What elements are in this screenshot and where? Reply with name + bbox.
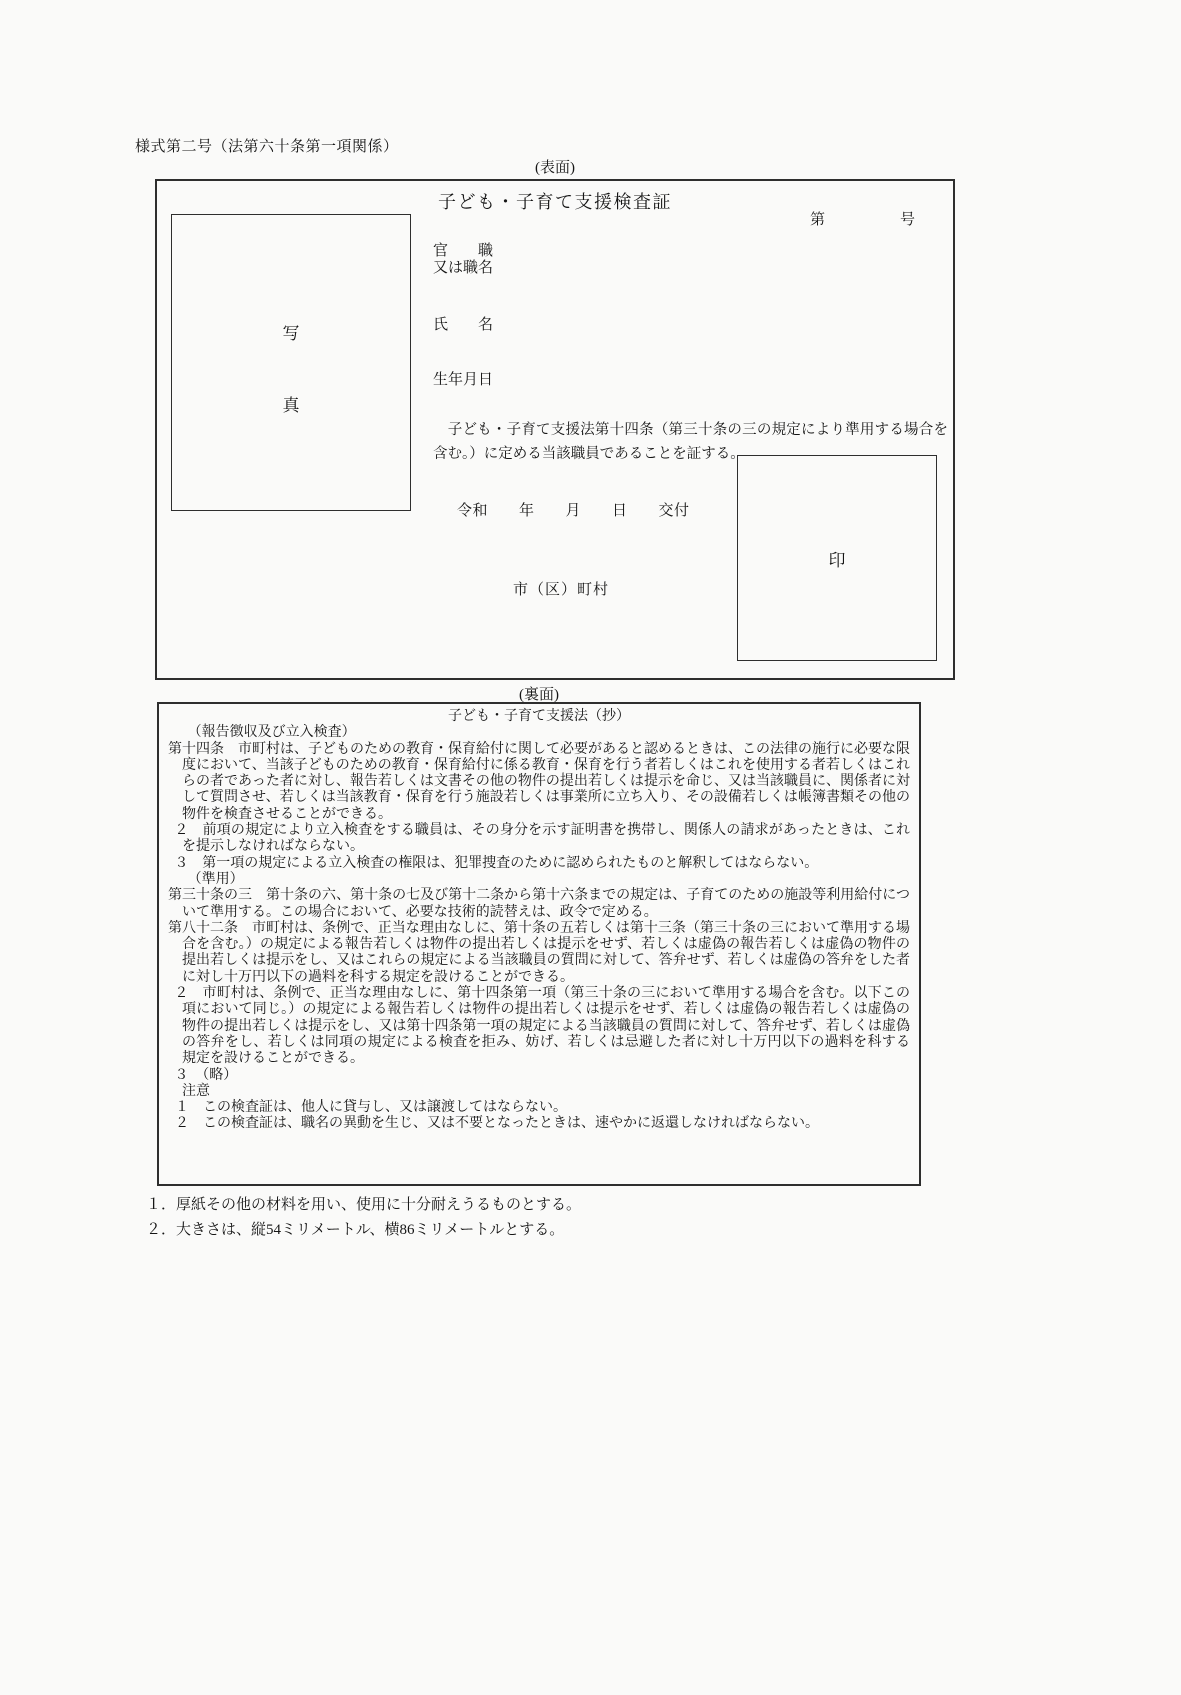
back-side-label: (裏面) [519, 687, 559, 703]
certificate-front-card [155, 179, 955, 680]
front-side-label: (表面) [535, 160, 575, 176]
law-paragraph: 第三十条の三 第十条の六、第十条の七及び第十二条から第十六条までの規定は、子育てのための施設等利用給付について準用する。この場合において、必要な技術的読替えは、政令で定める。 [168, 888, 910, 920]
seal-placeholder-box [737, 455, 937, 661]
issue-date-line: 令和 年 月 日 交付 [457, 503, 690, 519]
law-paragraph: 第八十二条 市町村は、条例で、正当な理由なしに、第十条の五若しくは第十三条（第三十条の三において準用する場合を含む。）の規定による報告若しくは物件の提出若しくは提示をせず、若しくは虚偽の報告若しくは虚偽の物件の提出若しくは提示をし、又はこれらの規定による当該職員の質問に対して、答弁せず、若しくは虚偽の答弁をした者に対し十万円以下の過料を科する規定を設けることができる。 [168, 920, 910, 985]
law-paragraph: ２ 市町村は、条例で、正当な理由なしに、第十四条第一項（第三十条の三において準用する場合を含む。以下この項において同じ。）の規定による報告若しくは物件の提出若しくは提示をせず、若しくは虚偽の報告若しくは虚偽の物件の提出若しくは提示をし、又は第十四条第一項の規定による当該職員の質問に対して、答弁せず、若しくは虚偽の答弁をし、若しくは同項の規定による検査を拒み、妨げ、若しくは忌避した者に対し十万円以下の過料を科する規定を設けることができる。 [174, 986, 910, 1067]
issuer-name: 市（区）町村 [513, 582, 610, 598]
law-paragraph: （準用） [187, 871, 244, 887]
seal-label: 印 [828, 550, 846, 570]
notice-item: １ この検査証は、他人に貸与し、又は譲渡してはならない。 [175, 1100, 567, 1116]
official-title-line1: 官 職 [433, 243, 494, 259]
certificate-number-line: 第 号 [809, 212, 915, 228]
photo-placeholder-box [171, 214, 411, 511]
law-paragraph: ３ （略） [174, 1067, 238, 1083]
law-paragraph: （報告徴収及び立入検査） [187, 725, 356, 741]
footnote-material: １．厚紙その他の材料を用い、使用に十分耐えうるものとする。 [146, 1197, 582, 1213]
name-field-label: 氏 名 [433, 317, 494, 333]
official-title-field-label [433, 243, 493, 277]
law-excerpt-title: 子ども・子育て支援法（抄） [448, 709, 630, 724]
birthdate-field-label: 生年月日 [433, 372, 494, 388]
law-paragraph: ２ 前項の規定により立入検査をする職員は、その身分を示す証明書を携帯し、関係人の請求があったときは、これを提示しなければならない。 [174, 823, 910, 855]
notice-heading: 注意 [182, 1083, 210, 1099]
photo-label-char-1: 写 [282, 324, 300, 343]
notice-item: ２ この検査証は、職名の異動を生じ、又は不要となったときは、速やかに返還しなければならない。 [175, 1116, 819, 1132]
footnote-size: ２．大きさは、縦54ミリメートル、横86ミリメートルとする。 [146, 1222, 565, 1238]
law-paragraph: ３ 第一項の規定による立入検査の権限は、犯罪捜査のために認められたものと解釈してはならない。 [174, 855, 819, 871]
certificate-title: 子ども・子育て支援検査証 [438, 192, 672, 212]
certificate-back-card [157, 702, 921, 1186]
certification-statement: 子ども・子育て支援法第十四条（第三十条の三の規定により準用する場合を含む。）に定める当該職員であることを証する。 [433, 422, 948, 462]
law-paragraph: 第十四条 市町村は、子どものための教育・保育給付に関して必要があると認めるときは、この法律の施行に必要な限度において、当該子どものための教育・保育給付に係る教育・保育を行う者若しくはこれを使用する者若しくはこれらの者であった者に対し、報告若しくは文書その他の物件の提出若しくは提示を命じ、又は当該職員に、関係者に対して質問させ、若しくは当該教育・保育を行う施設若しくは事業所に立ち入り、その設備若しくは帳簿書類その他の物件を検査させることができる。 [168, 741, 910, 822]
photo-label-char-2: 真 [282, 396, 300, 415]
form-number-label: 様式第二号（法第六十条第一項関係） [135, 139, 399, 155]
official-title-line2: 又は職名 [433, 260, 494, 276]
